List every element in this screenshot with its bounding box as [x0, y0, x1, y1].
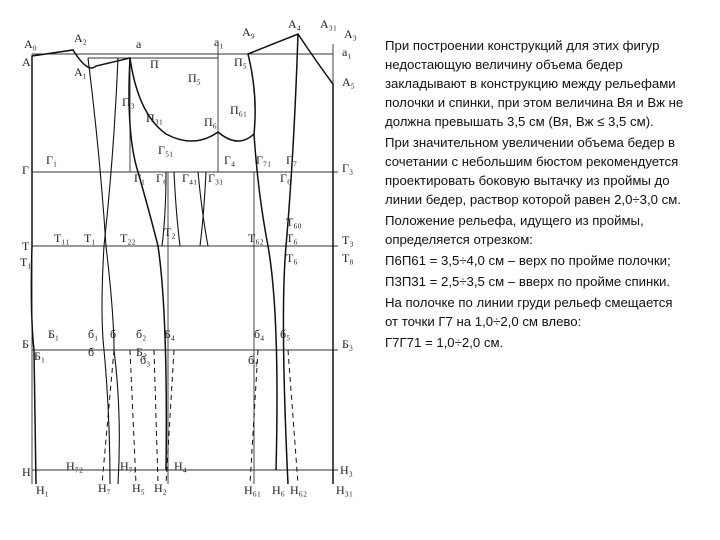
label-g51: Г₅₁ [158, 143, 174, 157]
label-t11: Т₁₁ [54, 231, 70, 245]
label-b3-small: б₃ [140, 353, 151, 367]
label-b1: Б₁ [48, 327, 60, 341]
label-g71: Г₇₁ [256, 153, 272, 167]
label-h5: Н₅ [132, 481, 145, 495]
label-b4-small: б₄ [254, 327, 265, 341]
label-b2: Б₂ [136, 345, 148, 359]
label-a1: а₁ [214, 35, 224, 49]
label-b2-small: б₂ [136, 327, 147, 341]
paragraph-5: П3П31 = 2,5÷3,5 см – вверх по пройме спинки. [385, 274, 671, 289]
label-b1-lower: б₁ [248, 353, 259, 367]
label-a5: А₅ [342, 75, 355, 89]
label-p3: П₃ [122, 95, 135, 109]
label-h1: Н₁ [36, 483, 49, 497]
label-t3: Т₃ [342, 233, 354, 247]
label-a: А [22, 55, 31, 69]
label-a9: А₉ [242, 25, 255, 39]
label-g61: Г₆ [280, 171, 292, 185]
label-b-small: б [110, 327, 117, 341]
explanation-text [385, 36, 685, 354]
label-h61: Н₆₁ [244, 483, 262, 497]
point-labels [20, 17, 357, 497]
label-b5-small: б₅ [280, 327, 291, 341]
label-g31: Г₃₁ [208, 171, 224, 185]
label-a1-left: А₁ [74, 65, 87, 79]
label-g6: Г₆ [156, 171, 168, 185]
label-h71: Н₇₁ [120, 459, 138, 473]
label-h72: Н₇₂ [66, 459, 84, 473]
label-t6: Т₆ [286, 251, 298, 265]
paragraph-6: На полочке по линии груди рельеф смещается от точки Г7 на 1,0÷2,0 см влево: [385, 295, 673, 329]
label-b3: Б₃ [342, 337, 354, 351]
label-t1: Т₁ [84, 231, 96, 245]
label-p51: П₅ [234, 55, 247, 69]
label-t62: Т₆₂ [248, 231, 264, 245]
label-b1-left: Б₁ [34, 349, 46, 363]
paragraph-7: Г7Г71 = 1,0÷2,0 см. [385, 335, 504, 350]
pattern-construction-drawing [18, 14, 363, 519]
label-g7: Г₇ [286, 153, 298, 167]
label-a: а [136, 37, 142, 51]
label-h: Н [22, 465, 31, 479]
label-h6: Н₆ [272, 483, 285, 497]
label-b0: б [88, 345, 95, 359]
label-t: Т [22, 239, 30, 253]
label-b: Б [22, 337, 29, 351]
label-a2: А₂ [74, 31, 87, 45]
label-g1: Г₁ [46, 153, 58, 167]
label-t8: Т₈ [342, 251, 354, 265]
paragraph-2: При значительном увеличении объема бедер в сочетании с небольшим бюстом рекомендуется проектировать боковую вытачку из проймы до линии бедер, раствор которой равен 2,0÷3,0 см. [385, 135, 681, 207]
label-p5: П₅ [188, 71, 201, 85]
label-p61: П₆₁ [230, 103, 248, 117]
label-h2: Н₂ [154, 481, 167, 495]
label-h62: Н₆₂ [290, 483, 308, 497]
label-g41: Г₄₁ [182, 171, 198, 185]
label-g3: Г₃ [342, 161, 354, 175]
label-a4: А₄ [288, 17, 301, 31]
label-h3: Н₃ [340, 463, 353, 477]
label-h4: Н₄ [174, 459, 187, 473]
label-t22: Т₂₂ [120, 231, 136, 245]
label-a31: А₃₁ [320, 17, 338, 31]
label-t60: Т₆₀ [286, 215, 302, 229]
paragraph-4: П6П61 = 3,5÷4,0 см – верх по пройме полочки; [385, 253, 671, 268]
label-p31: П₃₁ [146, 111, 164, 125]
label-t1-left: Т₁ [20, 255, 32, 269]
label-a3: А₃ [344, 27, 357, 41]
label-g4: Г₄ [224, 153, 236, 167]
label-g: Г [22, 163, 29, 177]
label-a0: А₀ [24, 37, 37, 51]
paragraph-3: Положение рельефа, идущего из проймы, определяется отрезком: [385, 213, 644, 247]
label-a1-right: а₁ [342, 45, 352, 59]
label-b1-small: б₁ [88, 327, 99, 341]
front-outline [218, 34, 333, 484]
label-t2: Т₂ [164, 225, 176, 239]
label-b4: Б₄ [164, 327, 176, 341]
label-h7: Н₇ [98, 481, 111, 495]
label-p6: П₆ [204, 115, 217, 129]
back-outline [31, 50, 218, 484]
label-p: П [150, 57, 159, 71]
label-h31: Н₃₁ [336, 483, 354, 497]
paragraph-1: При построении конструкций для этих фигур недостающую величину объема бедер закладывают в конструкцию между рельефами полочки и спинки, при этом величина Вя и Вж не должна превышать 3,5 см (Вя, Вж ≤ 3,5 см). [385, 38, 684, 129]
label-t61: Т₆ [286, 231, 298, 245]
label-g1-mid: Г₁ [134, 171, 146, 185]
